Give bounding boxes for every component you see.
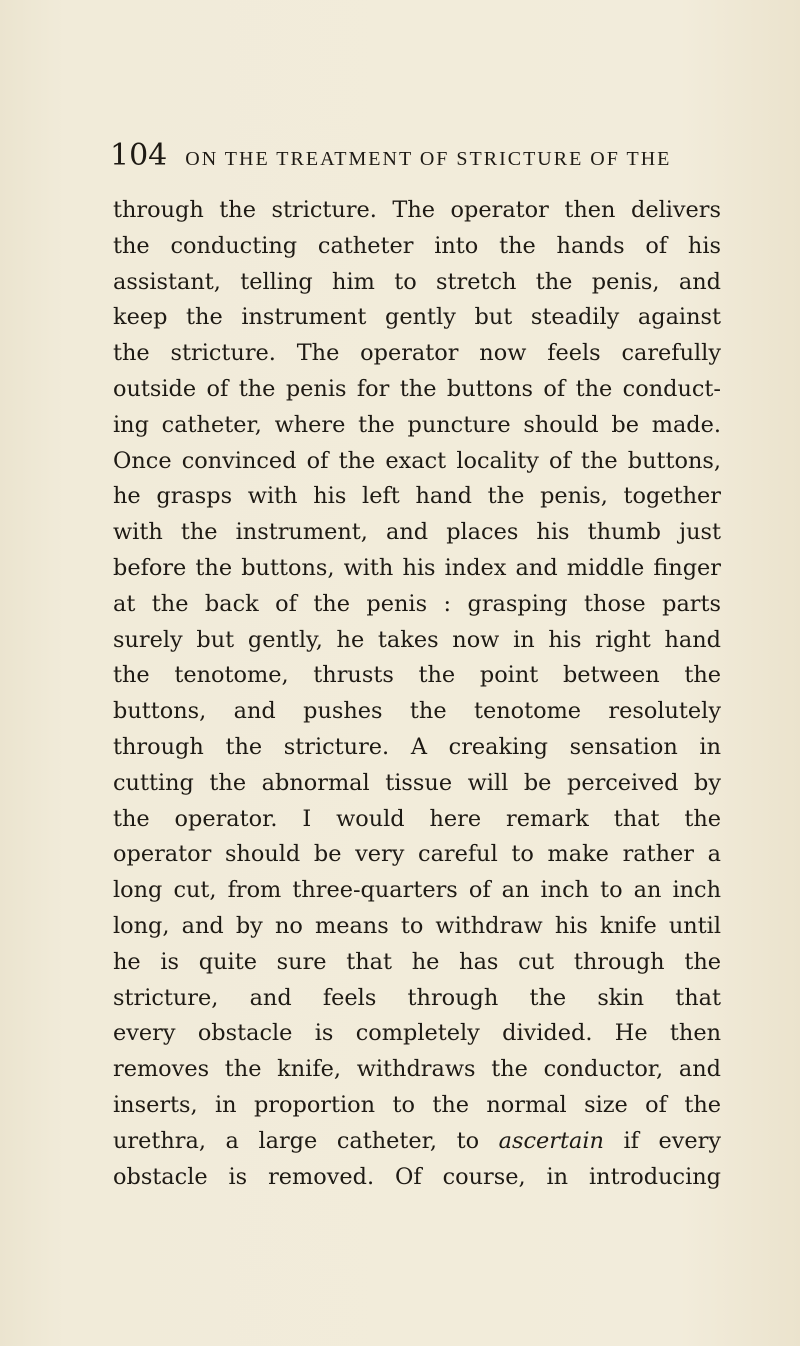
text-line: inserts, in proportion to the normal size of the [113,1091,721,1118]
text-line: long, and by no means to withdraw his knife until [113,912,721,939]
text-line: he grasps with his left hand the penis, together [113,483,721,510]
running-head-title: ON THE TREATMENT OF STRICTURE OF THE [185,148,672,170]
text-line: removes the knife, withdraws the conductor, and [113,1056,721,1083]
text-line-with-italic [113,1124,721,1160]
italic-word: ascertain [498,1127,604,1154]
text-segment: urethra, a large catheter, to [113,1127,499,1154]
text-line: stricture, and feels through the skin that [113,984,721,1011]
body-text [113,193,721,1195]
text-line: outside of the penis for the buttons of the conduct- [113,375,721,402]
text-line: Once convinced of the exact locality of the buttons, [113,447,721,474]
page-number: 104 [110,138,168,173]
running-head [110,138,710,178]
text-line: before the buttons, with his index and middle finger [113,554,721,581]
text-line: surely but gently, he takes now in his right hand [113,626,721,653]
text-line: buttons, and pushes the tenotome resolutely [113,698,721,725]
text-line: keep the instrument gently but steadily against [113,304,721,331]
text-line: ing catheter, where the puncture should be made. [113,411,721,438]
text-line: the stricture. The operator now feels carefully [113,340,721,367]
text-line: the tenotome, thrusts the point between the [113,662,721,689]
text-line: at the back of the penis : grasping those parts [113,590,721,617]
text-segment: if every [603,1127,722,1154]
text-line: operator should be very careful to make rather a [113,841,721,868]
text-line: through the stricture. A creaking sensation in [113,733,721,760]
text-line: he is quite sure that he has cut through the [113,948,721,975]
text-line: with the instrument, and places his thumb just [113,519,721,546]
text-line: every obstacle is completely divided. He then [113,1020,721,1047]
text-line: cutting the abnormal tissue will be perceived by [113,769,721,796]
text-line: obstacle is removed. Of course, in introducing [113,1163,721,1190]
text-line: through the stricture. The operator then delivers [113,197,721,223]
text-line: assistant, telling him to stretch the penis, and [113,268,721,295]
text-line: the conducting catheter into the hands of his [113,232,721,259]
text-line: the operator. I would here remark that the [113,805,721,832]
text-line: long cut, from three-quarters of an inch to an inch [113,877,721,904]
